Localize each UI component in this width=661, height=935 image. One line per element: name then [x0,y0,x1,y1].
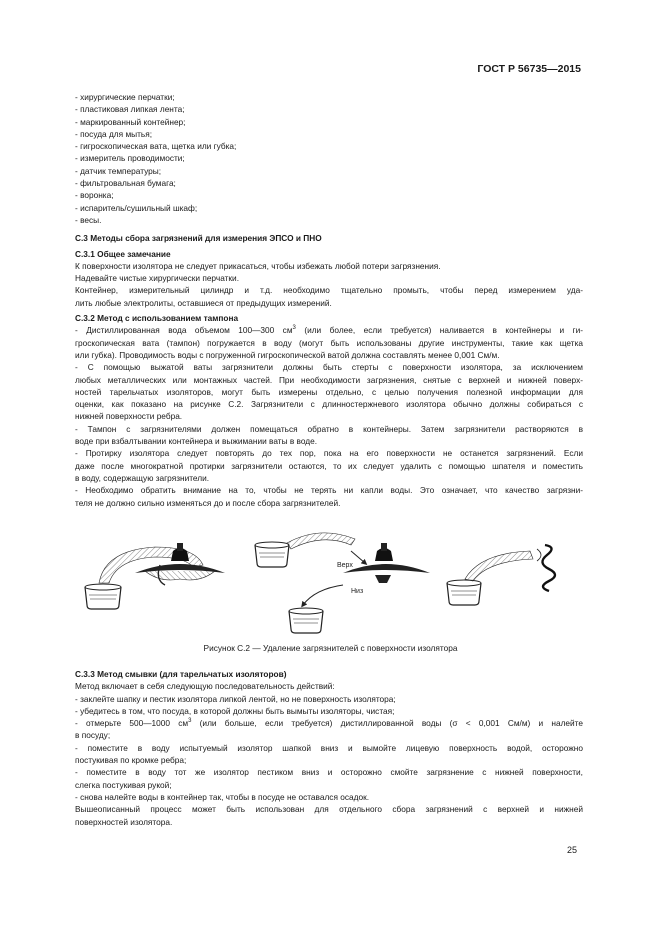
paragraph-line: - отмерьте 500—1000 $см^3$ (или больше, если требуется) дистиллированной воды (σ < 0,001 См/м) и налейте [75,718,584,729]
paragraph-line: или губка). Проводимость воды с погруженной гигроскопической ватой должна составлять менее 0,001 См/м. [75,349,500,360]
paragraph-line: - убедитесь в том, что посуда, в которой должны быть вымыты изоляторы, чистая; [75,705,395,716]
paragraph-line: поверхностей изолятора. [75,816,173,827]
paragraph-line: - С помощью выжатой ваты загрязнители должны быть стерты с поверхности изолятора, за исключением [75,362,583,373]
hatched-arrow-right [465,551,533,581]
section-c31-title: С.3.1 Общее замечание [75,248,171,259]
figure-caption: Рисунок С.2 — Удаление загрязнителей с поверхности изолятора [203,643,458,653]
list-item: - измеритель проводимости; [75,153,185,164]
list-item: - весы. [75,214,102,225]
list-item: - датчик температуры; [75,165,162,176]
list-item: - гигроскопическая вата, щетка или губка; [75,141,237,152]
paragraph-line: Вышеописанный процесс может быть использован для отдельного сбора загрязнений с верхней и нижней [75,804,583,815]
paragraph-line: Метод включает в себя следующую последовательность действий: [75,681,335,692]
figure-c2-illustration [75,525,583,635]
paragraph-line: в воду, содержащую загрязнители. [75,472,210,483]
paragraph-line: воде при взбалтывании контейнера и выжимании ваты в воде. [75,436,318,447]
main-text [75,91,583,509]
equipment-list [75,91,583,226]
section-c3-title: С.3 Методы сбора загрязнений для измерения ЭПСО и ПНО [75,233,322,244]
arrow-top [351,551,365,563]
wavy-rib-right [542,545,555,591]
rib-detail [537,549,541,561]
paragraph-line: лить любые электролиты, оставшиеся от предыдущих измерений. [75,297,332,308]
paragraph-line: Надевайте чистые хирургически перчатки. [75,273,239,284]
list-item: - фильтровальная бумага; [75,178,176,189]
beaker-right [447,580,481,605]
paragraph-line: - поместите в воду испытуемый изолятор шапкой вниз и вымойте лицевую поверхность водой, осторожно [75,742,583,753]
standard-header: ГОСТ Р 56735—2015 [477,63,581,75]
hatched-arrow-top [287,533,355,549]
page-number: 25 [566,845,577,855]
arrow-bottom [303,585,343,605]
paragraph-line: теля не должно сильно изменяться до и после сбора загрязнителей. [75,497,341,508]
paragraph-line: - заклейте шапку и пестик изолятора липкой лентой, но не поверхность изолятора; [75,693,396,704]
paragraph-line: К поверхности изолятора не следует прикасаться, чтобы избежать любой потери загрязнения. [75,260,441,271]
beaker-middle-top [255,542,289,567]
paragraph-line: - Дистиллированная вода объемом 100—300 $см^3$ (или более, если требуется) наливается в контейнеры и ги- [75,325,583,336]
paragraph-line: - снова налейте воды в контейнер так, чтобы в посуде не оставался осадок. [75,791,370,802]
paragraph-line: слегка постукивая рукой; [75,779,172,790]
label-bottom: Низ [351,588,364,595]
beaker-middle-bottom [289,608,323,633]
list-item: - пластиковая липкая лента; [75,104,185,115]
list-item: - хирургические перчатки; [75,92,175,102]
paragraph-line: гроскопическая вата (тампон) погружается в воду (могут быть использованы другие инструменты, такие как щетка [75,337,583,348]
paragraph-line: постукивая по кромке ребра; [75,755,187,766]
list-item: - воронка; [75,190,114,201]
section-c33-title: С.3.3 Метод смывки (для тарельчатых изоляторов) [75,669,287,679]
paragraph-line: любых металлических или монтажных частей. При необходимости загрязнения, снятые с верхней и нижней поверх- [75,374,583,385]
paragraph-line: - Необходимо обратить внимание на то, чтобы не терять ни капли воды. Это означает, что качество загрязни- [75,485,583,496]
beaker-left [85,584,121,609]
paragraph-line: - поместите в воду тот же изолятор пестиком вниз и осторожно смойте загрязнение с нижней поверхности, [75,767,583,778]
section-c32-title: С.3.2 Метод с использованием тампона [75,313,239,324]
section-c33 [75,668,583,828]
paragraph-line: нижней поверхности ребра. [75,411,183,422]
paragraph-line: оценки, как показано на рисунке С.2. Загрязнители с длинностержневого изолятора обычно должны собираться с [75,399,583,410]
paragraph-line: - Тампон с загрязнителями должен помещаться обратно в контейнеры. Затем загрязнители растворяются в [75,423,583,434]
paragraph-line: Контейнер, измерительный цилиндр и т.д. необходимо тщательно промыть, чтобы перед измерением уда- [75,285,583,296]
list-item: - посуда для мытья; [75,128,153,139]
paragraph-line: ностей тарельчатых изоляторов, могут быть измерены отдельно, с целью получения полезной информации для [75,386,583,397]
paragraph-line: в посуду; [75,730,111,741]
insulator-middle [343,543,430,583]
paragraph-line: - Протирку изолятора следует повторять до тех пор, пока на его поверхности не останется загрязнений. Если [75,448,583,459]
paragraph-line: даже после многократной протирки загрязнители остаются, то их следует удалить с помощью шпателя и поместить [75,460,583,471]
label-top: Верх [337,562,353,569]
list-item: - маркированный контейнер; [75,116,186,127]
list-item: - испаритель/сушильный шкаф; [75,202,198,213]
